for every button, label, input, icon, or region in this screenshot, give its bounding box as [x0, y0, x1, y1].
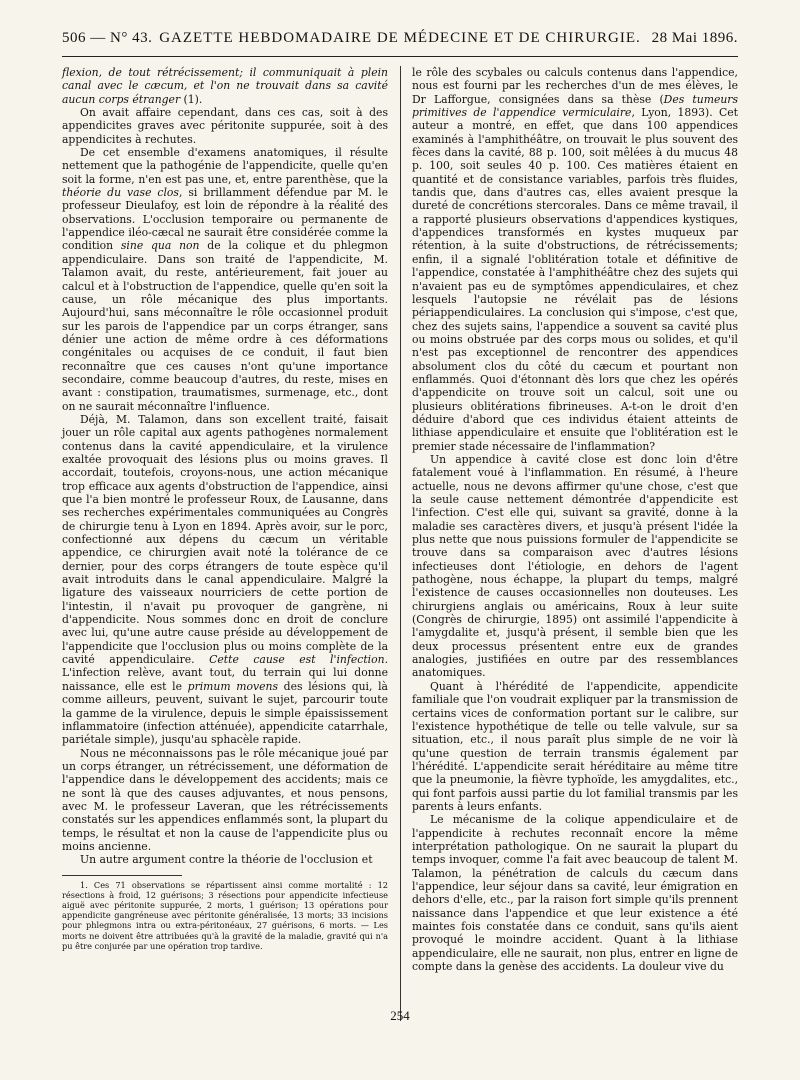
paragraph [62, 146, 388, 413]
text-run: , si brillamment défendue par M. le professeur Dieulafoy, est loin de répondre à la réalité des observations. L'occlusion temporaire ou permanente de l'appendice iléo-cæcal ne saurait être considérée comme la condition [62, 186, 389, 253]
right-column [412, 66, 738, 973]
text-run: , Lyon, 1893). Cet auteur a montré, en effet, que dans 100 appendices examinés à l'amphithéâtre, on trouvait le plus souvent des fèces dans la cavité, 88 p. 100, soit mêlées à du mucus 48 p. 100, soit seules 40 p. 100. Ces matières étaient en quantité et de consistance variables, parfois très fluides, tandis que, dans d'autres cas, elles avaient presque la dureté de concrétions stercorales. Dans ce même travail, il a rapporté plusieurs observations d'appendices kystiques, d'appendices transformés en kystes muqueux par rétention, à la suite d'obstructions, de rétrécissements; enfin, il a signalé l'oblitération totale et définitive de l'appendice, constatée à l'amphithéâtre chez des sujets qui n'avaient pas eu de symptômes appendiculaires, et chez lesquels l'autopsie ne révélait pas de lésions périappendiculaires. La conclusion qui s'impose, c'est que, chez des sujets sains, l'appendice a souvent sa cavité plus ou moins obstruée par des corps mous ou solides, et qu'il n'est pas exceptionnel de rencontrer des appendices absolument clos du côté du cæcum et pourtant non enflammés. Quoi d'étonnant dès lors que chez les opérés d'appendicite on trouve soit un calcul, soit une ou plusieurs oblitérations fibrineuses. A-t-on le droit d'en déduire d'abord que ces individus étaient atteints de lithiase appendiculaire et ensuite que l'oblitération est le premier stade nécessaire de l'inflammation? [412, 106, 738, 453]
italic-text: sine qua non [120, 239, 200, 253]
paragraph [412, 66, 738, 453]
footnote: 1. Ces 71 observations se répartissent ainsi comme mortalité : 12 résections à froid, 12 guérisons; 3 résections pour appendicite infectieuse aiguë avec péritonite suppurée, 2 morts, 1 guérison; 13 opérations pour appendicite gangréneuse avec péritonite généralisée, 13 morts; 33 incisions pour phlegmons intra ou extra-péritonéaux, 27 guérisons, 6 morts. — Les morts ne doivent être attribuées qu'à la gravité de la maladie, gravité qui n'a pu être conjurée par une opération trop tardive. [62, 879, 388, 951]
text-run: de la colique et du phlegmon appendiculaire. Dans son traité de l'appendicite, M. Talamon avait, du reste, antérieurement, fait jouer au calcul et à l'obstruction de l'appendice, quelle qu'en soit la cause, un rôle mécanique des plus importants. Aujourd'hui, sans méconnaître le rôle occasionnel produit sur les parois de l'appendice par un corps étranger, sans dénier une action de même ordre à ces déformations congénitales ou acquises de ce conduit, il faut bien reconnaître que ces causes n'ont qu'une importance secondaire, comme beaucoup d'autres, du reste, mises en avant : constipation, traumatismes, surmenage, etc., dont on ne saurait méconnaître l'influence. [62, 239, 388, 413]
paragraph: Un autre argument contre la théorie de l'occlusion et [80, 853, 373, 867]
footnote-rule [62, 875, 182, 876]
header-rule [62, 56, 738, 57]
text-run: Déjà, M. Talamon, dans son excellent traité, faisait jouer un rôle capital aux agents pathogènes normalement contenus dans la cavité appendiculaire, et la virulence exaltée provoquait des lésions plus ou moins graves. Il accordait, toutefois, croyons-nous, une action mécanique trop efficace aux agents d'obstruction de l'appendice, ainsi que l'a bien montré le professeur Roux, de Lausanne, dans ses recherches expérimentales communiquées au Congrès de chirurgie tenu à Lyon en 1894. Après avoir, sur le porc, confectionné aux dépens du cæcum un véritable appendice, ce chirurgien avait noté la tolérance de ce dernier, pour des corps étrangers de toute espèce qu'il avait introduits dans le canal appendiculaire. Malgré la ligature des vaisseaux nourriciers de cette portion de l'intestin, il n'avait pu provoquer de gangrène, ni d'appendicite. Nous sommes donc en droit de conclure avec lui, qu'une autre cause préside au développement de l'appendicite que l'occlusion plus ou moins complète de la cavité appendiculaire. [62, 412, 388, 667]
text-run: des lésions qui, là comme ailleurs, peuvent, suivant le sujet, parcourir toute la gamme de la virulence, depuis le simple épaississement inflammatoire (infection atténuée), appendicite catarrhale, pariétale simple), jusqu'au sphacèle rapide. [62, 679, 388, 747]
italic-text: flexion, de tout rétrécissement; il communiquait à plein canal avec le cæcum, et l'on ne trouvait dans sa cavité aucun corps étranger [62, 66, 388, 106]
column-divider [400, 66, 401, 1021]
paragraph: On avait affaire cependant, dans ces cas, soit à des appendicites graves avec péritonite suppurée, soit à des appendicites à rechutes. [62, 106, 388, 146]
paragraph [62, 413, 388, 747]
italic-text: théorie du vase clos [62, 186, 179, 200]
paragraph [62, 66, 388, 106]
italic-text: Des tumeurs primitives de l'appendice vermiculaire [412, 92, 738, 120]
text-run: le rôle des scybales ou calculs contenus dans l'appendice, nous est fourni par les recherches d'un de mes élèves, le Dr Lafforgue, consignées dans sa thèse ( [412, 66, 738, 106]
paragraph: Quant à l'hérédité de l'appendicite, appendicite familiale que l'on voudrait expliquer par la transmission de certains vices de conformation portant sur le calibre, sur l'existence hypothétique de telle ou telle valvule, sur sa situation, etc., il nous paraît plus simple de ne voir là qu'une question de terrain transmis également par l'hérédité. L'appendicite serait héréditaire au même titre que la pneumonie, la fièvre typhoïde, les amygdalites, etc., qui font parfois aussi partie du lot familial transmis par les parents à leurs enfants. [412, 679, 738, 813]
italic-text: Cette cause est l'infection. [209, 653, 388, 667]
text-run: (1). [180, 92, 203, 106]
paragraph: Le mécanisme de la colique appendiculaire et de l'appendicite à rechutes reconnaît encore la même interprétation pathologique. On ne saurait la plupart du temps invoquer, comme l'a fait avec beaucoup de talent M. Talamon, la pénétration de calculs du cæcum dans l'appendice, leur séjour dans sa cavité, leur émigration en dehors d'elle, etc., par la raison fort simple qu'ils prennent naissance dans l'appendice et que leur existence a été maintes fois constatée dans ce conduit, sans qu'ils aient provoqué le moindre accident. Quant à la lithiase appendiculaire, elle ne saurait, non plus, entrer en ligne de compte dans la genèse des accidents. La douleur vive du [412, 813, 738, 974]
left-column [62, 66, 388, 951]
running-header [62, 30, 738, 56]
text-run: De cet ensemble d'examens anatomiques, il résulte nettement que la pathogénie de l'appendicite, quelle qu'en soit la forme, n'en est pas une, et, entre parenthèse, que la [62, 146, 388, 186]
page-number: 506 — N° 43. [62, 30, 153, 46]
italic-text: primum movens [187, 679, 279, 693]
issue-date: 28 Mai 1896. [651, 30, 738, 46]
paragraph: Un appendice à cavité close est donc loin d'être fatalement voué à l'inflammation. En résumé, à l'heure actuelle, nous ne devons affirmer qu'une chose, c'est que la seule cause nettement démontrée d'appendicite est l'infection. C'est elle qui, suivant sa gravité, donne à la maladie ses caractères divers, et jusqu'à présent l'idée la plus nette que nous puissions formuler de l'appendicite se trouve dans sa comparaison avec d'autres lésions infectieuses dont l'étiologie, en dehors de l'agent pathogène, nous échappe, la plupart du temps, malgré l'existence de causes occasionnelles non douteuses. Les chirurgiens anglais ou américains, Roux à leur suite (Congrès de chirurgie, 1895) ont assimilé l'appendicite à l'amygdalite et, jusqu'à présent, il semble bien que les deux processus présentent entre eux de grandes analogies, justifiées en outre par des ressemblances anatomiques. [412, 452, 738, 680]
text-run: L'infection relève, avant tout, du terrain qui lui donne naissance, elle est le [62, 666, 388, 693]
paragraph: Nous ne méconnaissons pas le rôle mécanique joué par un corps étranger, un rétrécissement, une déformation de l'appendice dans le développement des accidents; mais ce ne sont là que des causes adjuvantes, et nous pensons, avec M. le professeur Laveran, que les rétrécissements constatés sur les appendices enflammés sont, la plupart du temps, le résultat et non la cause de l'appendicite plus ou moins ancienne. [62, 746, 388, 853]
folio-number: 254 [390, 1008, 410, 1023]
journal-page [62, 30, 738, 1070]
journal-title: GAZETTE HEBDOMADAIRE DE MÉDECINE ET DE CHIRURGIE. [159, 30, 641, 46]
